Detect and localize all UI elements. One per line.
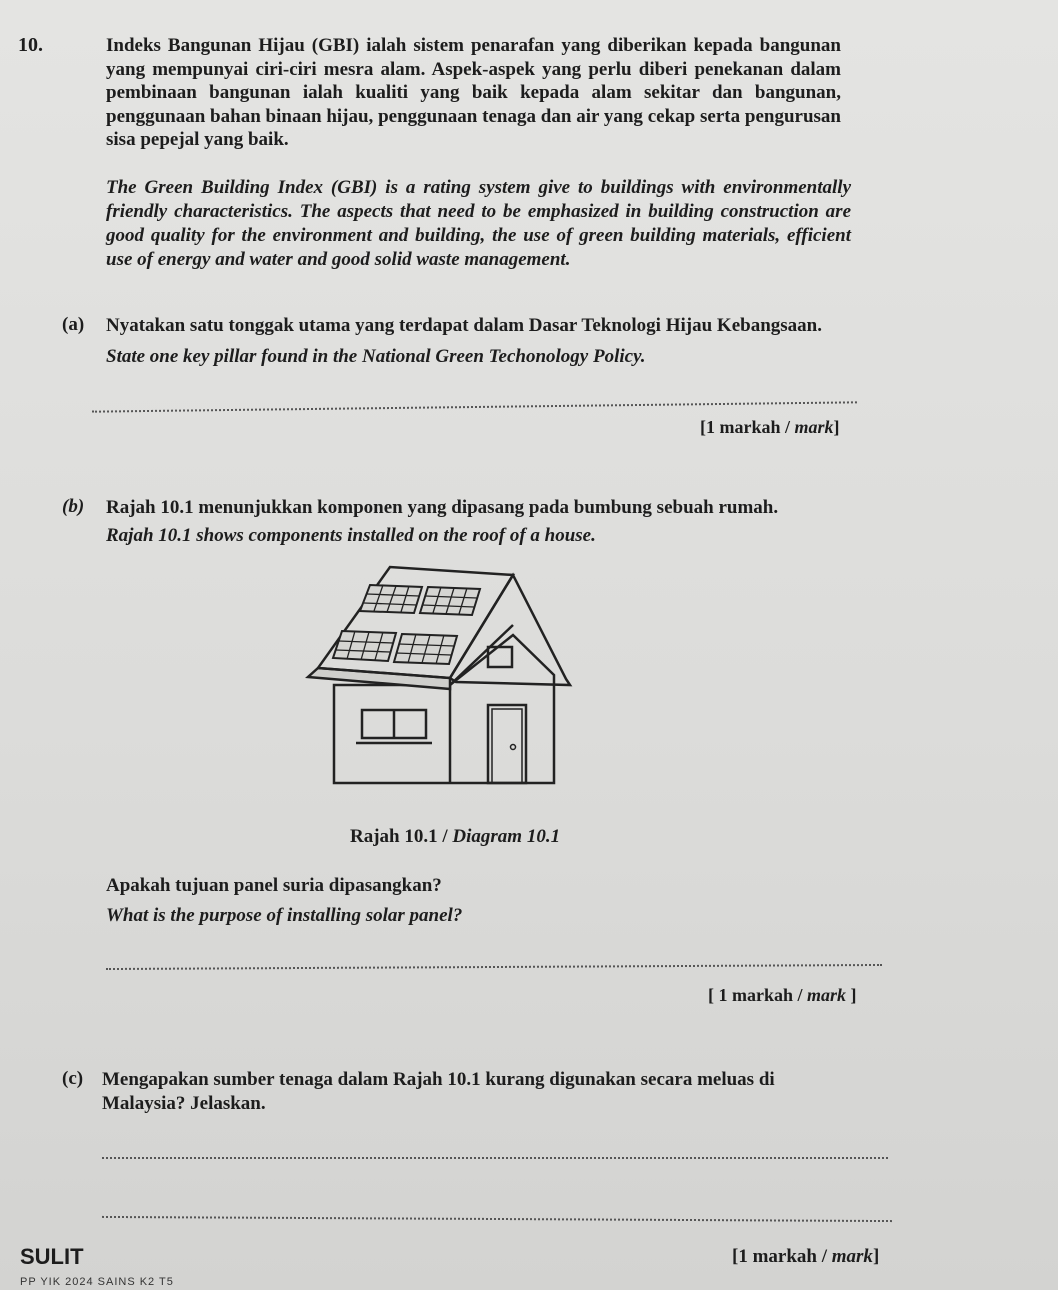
answer-line-a[interactable] (92, 401, 857, 412)
attic-window (488, 647, 512, 667)
part-c-label: (c) (62, 1068, 84, 1089)
part-b-malay: Rajah 10.1 menunjukkan komponen yang dipasang pada bumbung sebuah rumah. (106, 497, 779, 518)
part-c-malay: Mengapakan sumber tenaga dalam Rajah 10.1 kurang digunakan secara meluas di Malaysia? Jelaskan. (102, 1069, 775, 1114)
part-b-mark: [ 1 markah / mark ] (708, 985, 857, 1005)
answer-line-b[interactable] (106, 964, 882, 970)
part-b-label: (b) (62, 496, 85, 517)
intro-malay: Indeks Bangunan Hijau (GBI) ialah sistem penarafan yang diberikan kepada bangunan yang mempunyai ciri-ciri mesra alam. Aspek-aspek yang perlu diberi penekanan dalam pembinaan bangunan ialah kualiti yang baik kepada alam sekitar dan bangunan, penggunaan bahan binaan hijau, penggunaan tenaga dan air yang cekap serta pengurusan sisa pepejal yang baik. (106, 35, 841, 150)
part-a-mark: [1 markah / mark] (700, 417, 840, 437)
part-a-english: State one key pillar found in the National Green Techonology Policy. (106, 346, 646, 367)
part-a-label: (a) (62, 314, 85, 335)
sulit-label: SULIT (20, 1244, 84, 1269)
door-knob (511, 745, 516, 750)
question-number: 10. (18, 34, 43, 56)
part-b-sub-malay: Apakah tujuan panel suria dipasangkan? (106, 875, 442, 896)
part-a-malay: Nyatakan satu tonggak utama yang terdapat dalam Dasar Teknologi Hijau Kebangsaan. (106, 315, 822, 336)
answer-line-c2[interactable] (102, 1216, 892, 1222)
answer-line-c1[interactable] (102, 1157, 888, 1159)
part-b-sub-english: What is the purpose of installing solar panel? (106, 905, 463, 926)
house-diagram (300, 565, 575, 790)
diagram-caption: Rajah 10.1 / Diagram 10.1 (350, 826, 561, 847)
footer-code: PP YIK 2024 SAINS K2 T5 (20, 1276, 174, 1288)
part-c-mark: [1 markah / mark] (732, 1246, 880, 1267)
intro-english: The Green Building Index (GBI) is a rating system give to buildings with environmentally friendly characteristics. The aspects that need to be emphasized in building construction are good quality for the environment and building, the use of green building materials, efficient use of energy and water and good solid waste management. (106, 177, 851, 270)
door (488, 705, 526, 783)
part-b-english: Rajah 10.1 shows components installed on the roof of a house. (106, 525, 596, 546)
